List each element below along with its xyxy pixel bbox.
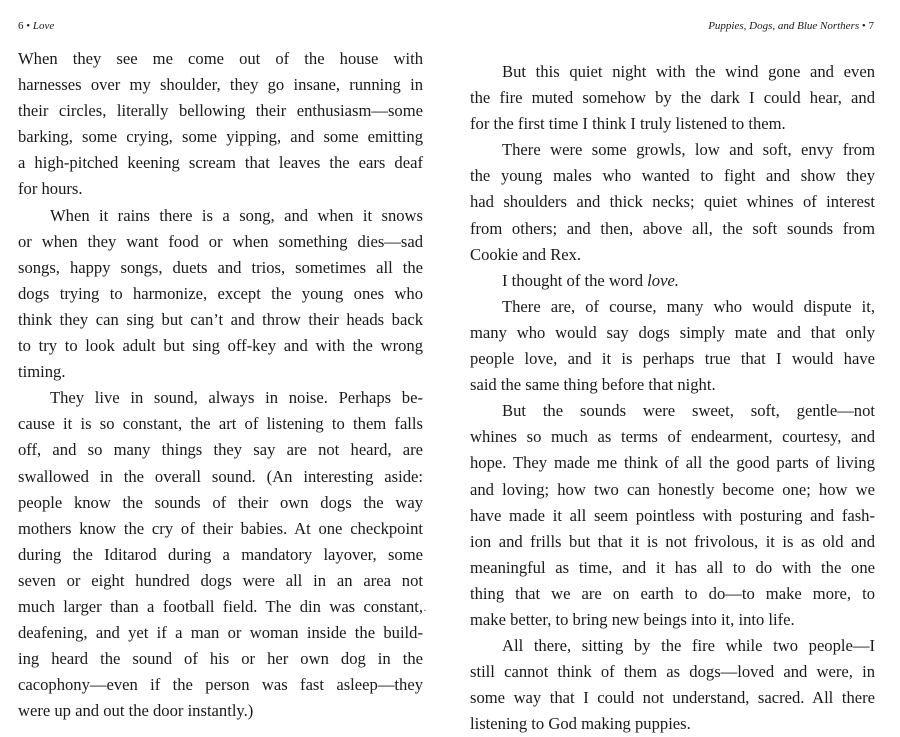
text-line: off, and so many things they say are not heard, are [18,440,423,460]
text-line: some way that I could not understand, sacred. All there [470,688,875,708]
text-line: There are, of course, many who would dispute it, [502,296,875,316]
right-page-number: 7 [868,20,874,32]
text-line: the young males who wanted to fight and show they [470,166,875,186]
text-line: for the first time I think I truly listened to them. [470,114,786,134]
text-line: many who would say dogs simply mate and that only [470,322,875,342]
left-page-body [18,46,423,724]
text-line: listening to God making puppies. [470,714,691,734]
left-running-header [18,20,54,32]
text-line: But this quiet night with the wind gone and even [502,62,875,81]
text-line: They live in sound, always in noise. Perhaps be- [50,388,423,408]
header-bullet: • [861,20,866,32]
text-line: whines so much as terms of endearment, courtesy, and [470,427,875,447]
text-line: from others; and then, above all, the soft sounds from [470,218,875,238]
text-line: their circles, literally bellowing their enthusiasm—some [18,101,423,121]
text-line: thing that we are on earth to do—to make more, to [470,583,875,603]
text-line: ion and frills but that it is not frivolous, it is as old and [470,531,875,551]
right-running-title: Puppies, Dogs, and Blue Northers [708,20,860,32]
text-line: All there, sitting by the fire while two people—I [502,636,875,656]
text-line: barking, some crying, some yipping, and some emitting [18,127,423,147]
left-page [0,0,450,728]
text-line: swallowed in the overall sound. (An interesting aside: [18,466,423,486]
text-line: have made it all seem pointless with posturing and fash- [470,505,875,525]
text-line: When it rains there is a song, and when it snows [50,205,423,225]
text-line: think they can sing but can’t and throw their heads back [18,309,423,329]
text-line: harnesses over my shoulder, they go insane, running in [18,75,423,95]
text-line: songs, happy songs, duets and trios, sometimes all the [18,257,423,277]
text-line: There were some growls, low and soft, envy from [502,140,875,160]
text-line: much larger than a football field. The din was constant, [18,596,423,616]
text-line: deafening, and yet if a man or woman inside the build- [18,623,423,643]
text-line: But the sounds were sweet, soft, gentle—not [502,401,875,421]
right-page [450,0,900,734]
margin-dots: · [423,603,427,617]
text-line: for hours. [18,179,83,199]
text-line: a high-pitched keening scream that leaves the ears deaf [18,153,423,173]
text-line: Cookie and Rex. [470,244,582,264]
text-line: still cannot think of them as dogs—loved and were, in [470,662,875,682]
text-line: and loving; how two can honestly become one; how we [470,479,875,499]
header-bullet: • [26,20,31,32]
text-line: dogs trying to harmonize, except the young ones who [18,283,423,303]
text-line: seven or eight hundred dogs were all in an area not [18,570,423,590]
left-running-title: Love [32,20,55,32]
text-line: or when they want food or when something dies—sad [18,231,423,251]
text-line: ing heard the sound of his or her own dog in the [18,649,423,669]
text-line: during the Iditarod during a mandatory layover, some [18,544,423,564]
text-line: to try to look adult but sing off-key and with the wrong [18,336,423,356]
text-line: make better, to bring new beings into it, into life. [470,609,795,629]
right-page-body [470,59,875,737]
text-line: people know the sounds of their own dogs the way [18,492,423,512]
text-line: were up and out the door instantly.) [18,701,254,721]
text-line: people love, and it is perhaps true that I would have [470,349,875,369]
text-line: When they see me come out of the house with [18,49,423,68]
text-line: meaningful as time, and it has all to do with the one [470,557,875,577]
text-line: cacophony—even if the person was fast asleep—they [18,675,423,695]
right-running-header [708,20,874,32]
text-line: said the same thing before that night. [470,375,716,395]
text-line: hope. They made me think of all the good parts of living [470,453,875,473]
text-line: had shoulders and thick necks; quiet whines of interest [470,192,875,212]
text-line: I thought of the word love. [502,270,679,290]
text-line: the fire muted somehow by the dark I could hear, and [470,88,875,108]
text-line: mothers know the cry of their babies. At one checkpoint [18,518,423,538]
left-page-number: 6 [18,20,24,32]
text-line: cause it is so constant, the art of listening to them falls [18,414,423,434]
text-line: timing. [18,362,66,382]
